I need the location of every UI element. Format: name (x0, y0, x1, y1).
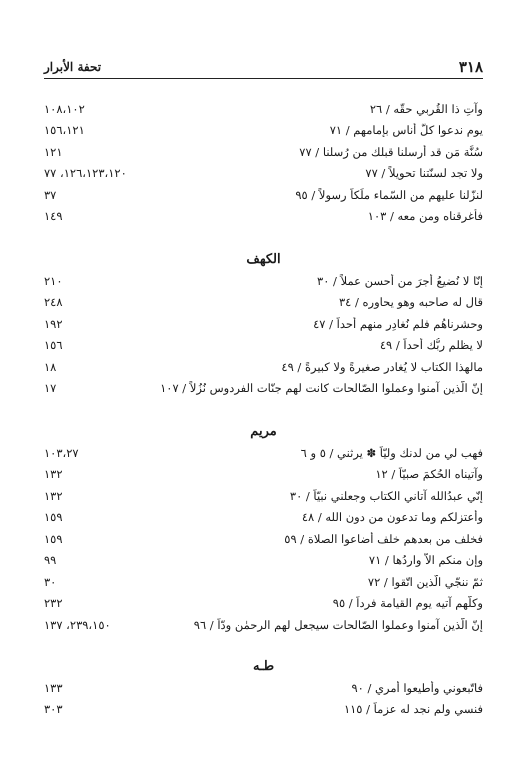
verse-text: إنّ الّذين آمنوا وعملوا الصّالحات كانت لهم جنّات الفردوس نُزُلاً / ١٠٧ (160, 381, 483, 396)
verse-text: لنزّلنا عليهم من السّماء ملَكاً رسولاً / ٩٥ (295, 187, 483, 202)
page-refs: ١٣٣ (44, 680, 63, 695)
page-refs: ١٥٩ (44, 531, 63, 546)
index-row (44, 184, 483, 206)
surah-title: مريم (250, 424, 277, 439)
verse-text: يوم ندعوا كلَّ أُناسٍ بإمامهم / ٧١ (329, 123, 483, 138)
section-taha (44, 657, 483, 720)
section-maryam (44, 422, 483, 636)
page-refs: ١٩٢ (44, 316, 63, 331)
verse-text: وحشرناهُم فلم نُغادِر منهم أحداً / ٤٧ (313, 316, 483, 331)
index-row (44, 356, 483, 378)
page-refs: ١٧ (44, 381, 57, 396)
index-row (44, 571, 483, 593)
surah-title: طـه (252, 659, 275, 674)
index-row (44, 292, 483, 314)
page-header (44, 56, 483, 79)
verse-text: وآتيناه الحُكمَ صبيّاً / ١٢ (375, 467, 483, 482)
page-refs: ١٣٢ (44, 467, 63, 482)
index-row (44, 270, 483, 292)
verse-text: ولا تجد لسنّتنا تحويلاً / ٧٧ (365, 166, 483, 181)
verse-text: لا يظلم ربُّك أحداً / ٤٩ (379, 338, 483, 353)
page-refs: ٩٩ (44, 553, 57, 568)
verse-text: سُنَّة مَن قد أرسلنا قبلك من رُسلنا / ٧٧ (299, 144, 483, 159)
index-row (44, 550, 483, 572)
section-isra (44, 98, 483, 227)
page-refs: ٢٣٩،١٥٠، ١٣٧ (44, 617, 111, 632)
verse-text: فخلف من بعدهم خلف أضاعوا الصلاة / ٥٩ (284, 531, 483, 546)
verse-text: قال له صاحبه وهو يحاوره / ٣٤ (338, 295, 483, 310)
page-refs: ١٥٦ (44, 338, 63, 353)
verse-text: إنّي عبدُالله آتاني الكتاب وجعلني نبيّاً / ٣٠ (289, 488, 483, 503)
verse-text: فأغرقناه ومن معه / ١٠٣ (367, 209, 483, 224)
page-refs: ١٠٣،٢٧ (44, 445, 79, 460)
verse-text: وكلّهم آتيه يوم القيامة فرداً / ٩٥ (332, 596, 483, 611)
page-refs: ١٥٩ (44, 510, 63, 525)
page-number: ٣١٨ (458, 58, 483, 76)
surah-title: الكهف (246, 252, 281, 267)
index-row (44, 98, 483, 120)
verse-text: فنسي ولم نجد له عزماً / ١١٥ (343, 702, 483, 717)
index-row (44, 442, 483, 464)
page-refs: ١٢١ (44, 144, 63, 159)
verse-text: فاتّبعوني وأطيعوا أمري / ٩٠ (351, 680, 483, 695)
verse-text: مالهذا الكتاب لا يُغادر صغيرةً ولا كبيرةً / ٤٩ (281, 359, 483, 374)
index-row (44, 378, 483, 400)
index-row (44, 528, 483, 550)
index-row (44, 163, 483, 185)
index-row (44, 485, 483, 507)
verse-text: فهب لي من لدنك وليّاً ✽ يرثني / ٥ و ٦ (300, 445, 483, 460)
page-refs: ٢١٠ (44, 273, 63, 288)
page-refs: ٢٤٨ (44, 295, 63, 310)
page-refs: ٢٣٢ (44, 596, 63, 611)
index-row (44, 507, 483, 529)
verse-text: إنّا لا نُضيعُ أجرَ من أحسن عملاً / ٣٠ (317, 273, 483, 288)
index-row (44, 206, 483, 228)
running-title: تحفة الأبرار (44, 60, 102, 74)
page-refs: ٣٧ (44, 187, 57, 202)
index-row (44, 699, 483, 721)
verse-text: وأعتزلكم وما تدعون من دون الله / ٤٨ (301, 510, 483, 525)
page-refs: ١٣٢ (44, 488, 63, 503)
index-row (44, 141, 483, 163)
page-refs: ١٤٩ (44, 209, 63, 224)
verse-text: وإن منكم الاّ واردُها / ٧١ (368, 553, 483, 568)
verse-text: إنّ الّذين آمنوا وعملوا الصّالحات سيجعل لهم الرحمٰن ودّاً / ٩٦ (193, 617, 483, 632)
page-refs: ١٢٦،١٢٣،١٢٠، ٧٧ (44, 166, 127, 181)
index-row (44, 677, 483, 699)
index-row (44, 614, 483, 636)
index-row (44, 335, 483, 357)
page-refs: ٣٠٣ (44, 702, 63, 717)
page-refs: ١٥٦،١٢١ (44, 123, 85, 138)
index-row (44, 593, 483, 615)
page-refs: ٣٠ (44, 574, 57, 589)
section-kahf (44, 250, 483, 399)
verse-text: ثمّ ننجّي الّذين اتّقوا / ٧٢ (367, 574, 483, 589)
verse-text: وآتِ ذا القُربي حقّه / ٢٦ (369, 101, 483, 116)
index-row (44, 464, 483, 486)
page-refs: ١٨ (44, 359, 57, 374)
page-refs: ١٠٨،١٠٢ (44, 101, 85, 116)
index-row (44, 313, 483, 335)
index-row (44, 120, 483, 142)
